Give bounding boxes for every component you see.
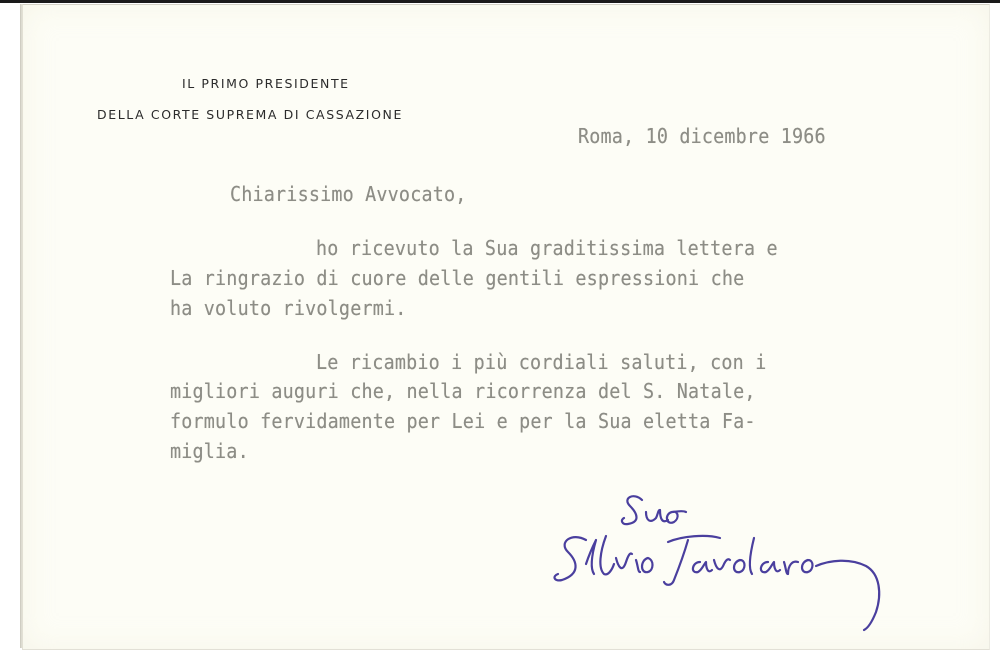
signature-name-stroke bbox=[784, 562, 798, 574]
signature-name-stroke bbox=[693, 562, 712, 572]
signature-name-stroke bbox=[616, 553, 632, 568]
signature-name-stroke bbox=[750, 538, 754, 574]
signature-name-stroke bbox=[761, 562, 780, 572]
paragraph2-line: Le ricambio i più cordiali saluti, con i bbox=[316, 350, 767, 374]
signature-name-stroke bbox=[734, 560, 745, 572]
signature-closing-stroke bbox=[667, 511, 686, 523]
signature-name-stroke bbox=[668, 536, 720, 542]
paragraph1-line: ho ricevuto la Sua graditissima lettera e bbox=[316, 236, 778, 260]
letterhead-title: IL PRIMO PRESIDENTE bbox=[182, 76, 350, 91]
signature-closing-stroke bbox=[622, 496, 642, 524]
scan-top-edge bbox=[0, 0, 1000, 3]
signature-flourish-stroke bbox=[816, 561, 879, 630]
signature-name-stroke bbox=[636, 560, 640, 572]
paragraph2-line: miglia. bbox=[170, 439, 249, 463]
signature-name-stroke bbox=[642, 558, 653, 572]
signature-closing-stroke bbox=[646, 510, 668, 521]
signature-name-stroke bbox=[555, 537, 586, 580]
signature-name-stroke bbox=[600, 536, 614, 574]
paragraph1-line: La ringrazio di cuore delle gentili espressioni che bbox=[170, 266, 745, 290]
signature-name-stroke bbox=[586, 540, 596, 574]
paragraph1-line: ha voluto rivolgermi. bbox=[170, 296, 407, 320]
letterhead-institution: DELLA CORTE SUPREMA DI CASSAZIONE bbox=[97, 107, 403, 122]
signature-name-stroke bbox=[664, 540, 688, 585]
letter-salutation: Chiarissimo Avvocato, bbox=[230, 182, 467, 206]
letter-date: Roma, 10 dicembre 1966 bbox=[578, 124, 826, 148]
paragraph2-line: migliori auguri che, nella ricorrenza del S. Natale, bbox=[170, 379, 756, 403]
signature-name-stroke bbox=[714, 559, 730, 569]
handwritten-signature bbox=[550, 482, 890, 632]
paragraph2-line: formulo fervidamente per Lei e per la Sua eletta Fa- bbox=[170, 409, 756, 433]
signature-name-stroke bbox=[802, 560, 813, 572]
